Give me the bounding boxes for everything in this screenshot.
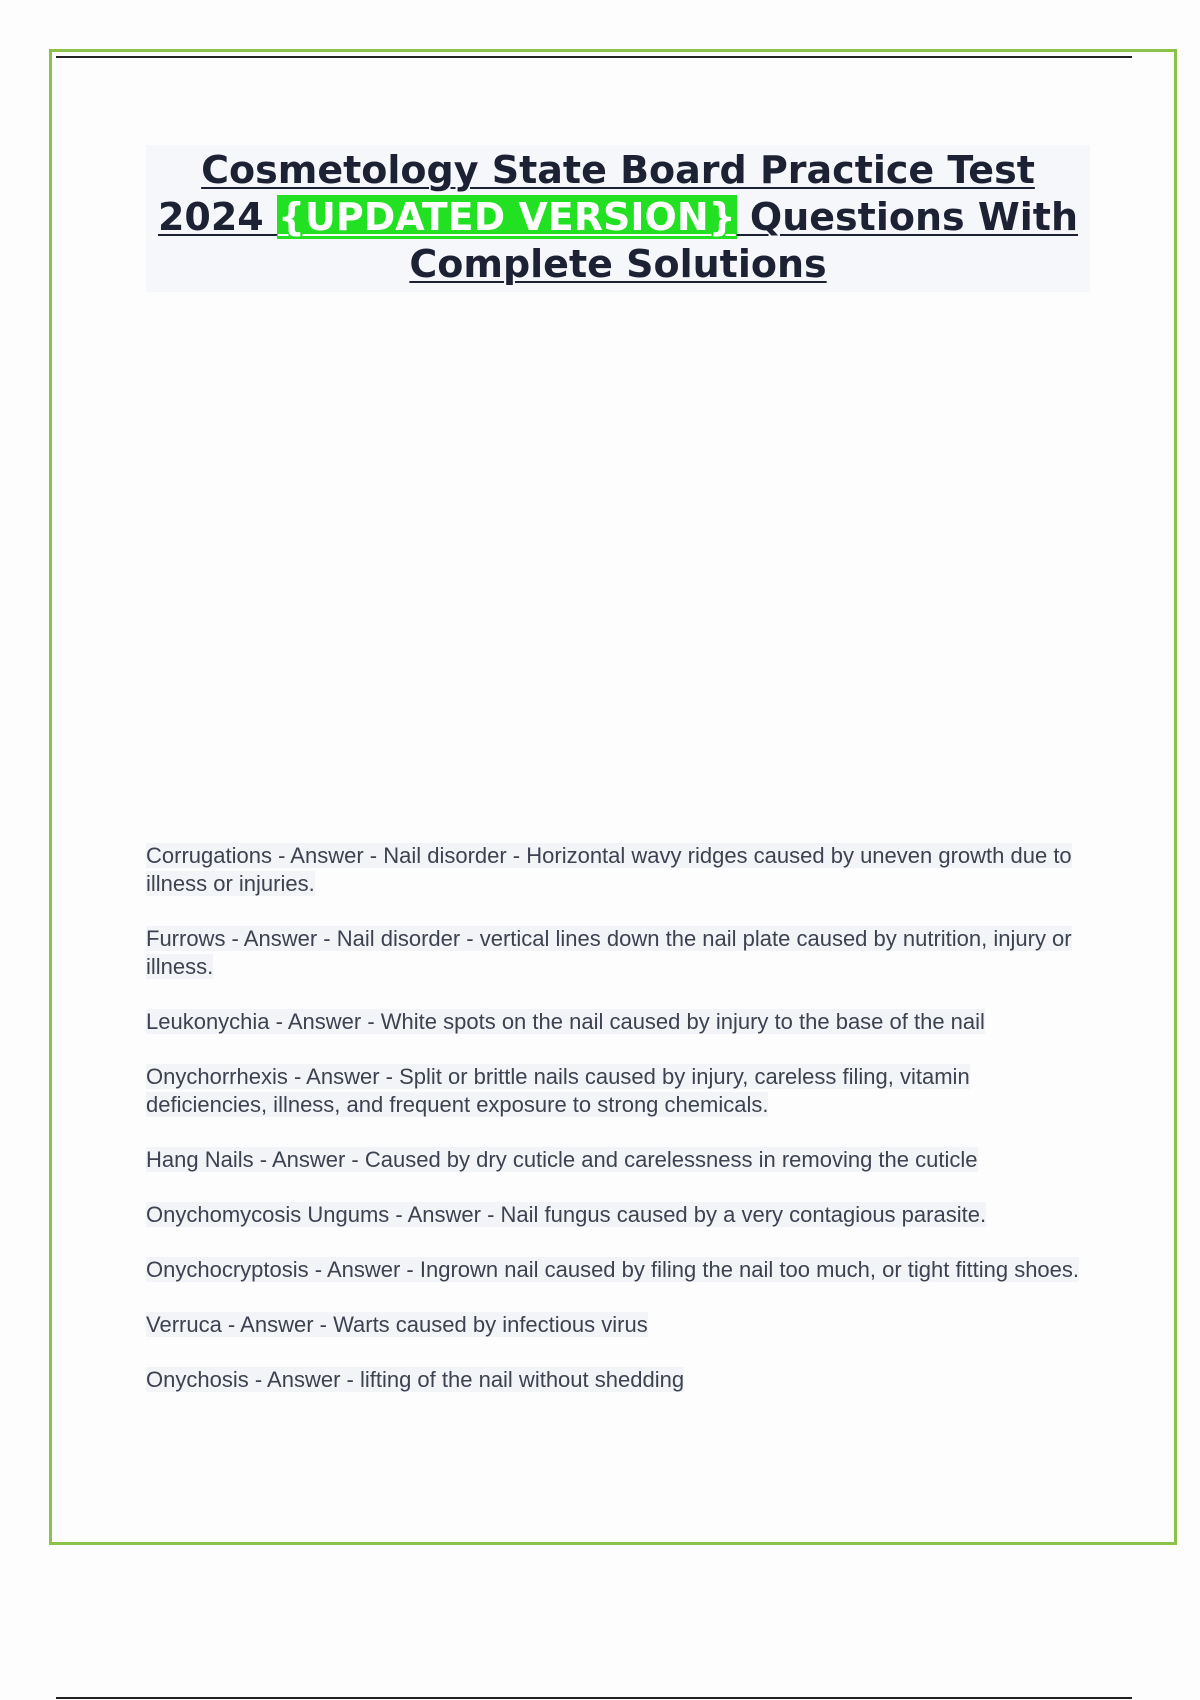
bottom-rule bbox=[56, 1697, 1132, 1699]
title-line-2-prefix: 2024 bbox=[157, 195, 277, 239]
qa-item-onychocryptosis: Onychocryptosis - Answer - Ingrown nail caused by filing the nail too much, or tight fitting shoes. bbox=[146, 1257, 1080, 1282]
title-line-3: Complete Solutions bbox=[409, 242, 827, 286]
qa-item-verruca: Verruca - Answer - Warts caused by infectious virus bbox=[146, 1312, 648, 1337]
qa-item-hang-nails: Hang Nails - Answer - Caused by dry cuticle and carelessness in removing the cuticle bbox=[146, 1147, 978, 1172]
title-line-1: Cosmetology State Board Practice Test bbox=[201, 148, 1035, 192]
document-title bbox=[146, 145, 1090, 292]
qa-item-leukonychia: Leukonychia - Answer - White spots on the nail caused by injury to the base of the nail bbox=[146, 1009, 985, 1034]
qa-item-furrows: Furrows - Answer - Nail disorder - vertical lines down the nail plate caused by nutrition, injury or illness. bbox=[146, 926, 1072, 979]
qa-item-onychorrhexis: Onychorrhexis - Answer - Split or brittle nails caused by injury, careless filing, vitamin deficiencies, illness, and frequent exposure to strong chemicals. bbox=[146, 1064, 970, 1117]
title-line-2-suffix: Questions With bbox=[736, 195, 1079, 239]
qa-item-corrugations: Corrugations - Answer - Nail disorder - Horizontal wavy ridges caused by uneven growth due to illness or injuries. bbox=[146, 843, 1072, 896]
title-highlight-badge: {UPDATED VERSION} bbox=[277, 195, 736, 239]
qa-list bbox=[146, 842, 1086, 1421]
qa-item-onychosis: Onychosis - Answer - lifting of the nail without shedding bbox=[146, 1367, 685, 1392]
qa-item-onychomycosis: Onychomycosis Ungums - Answer - Nail fungus caused by a very contagious parasite. bbox=[146, 1202, 987, 1227]
top-rule bbox=[56, 56, 1132, 58]
